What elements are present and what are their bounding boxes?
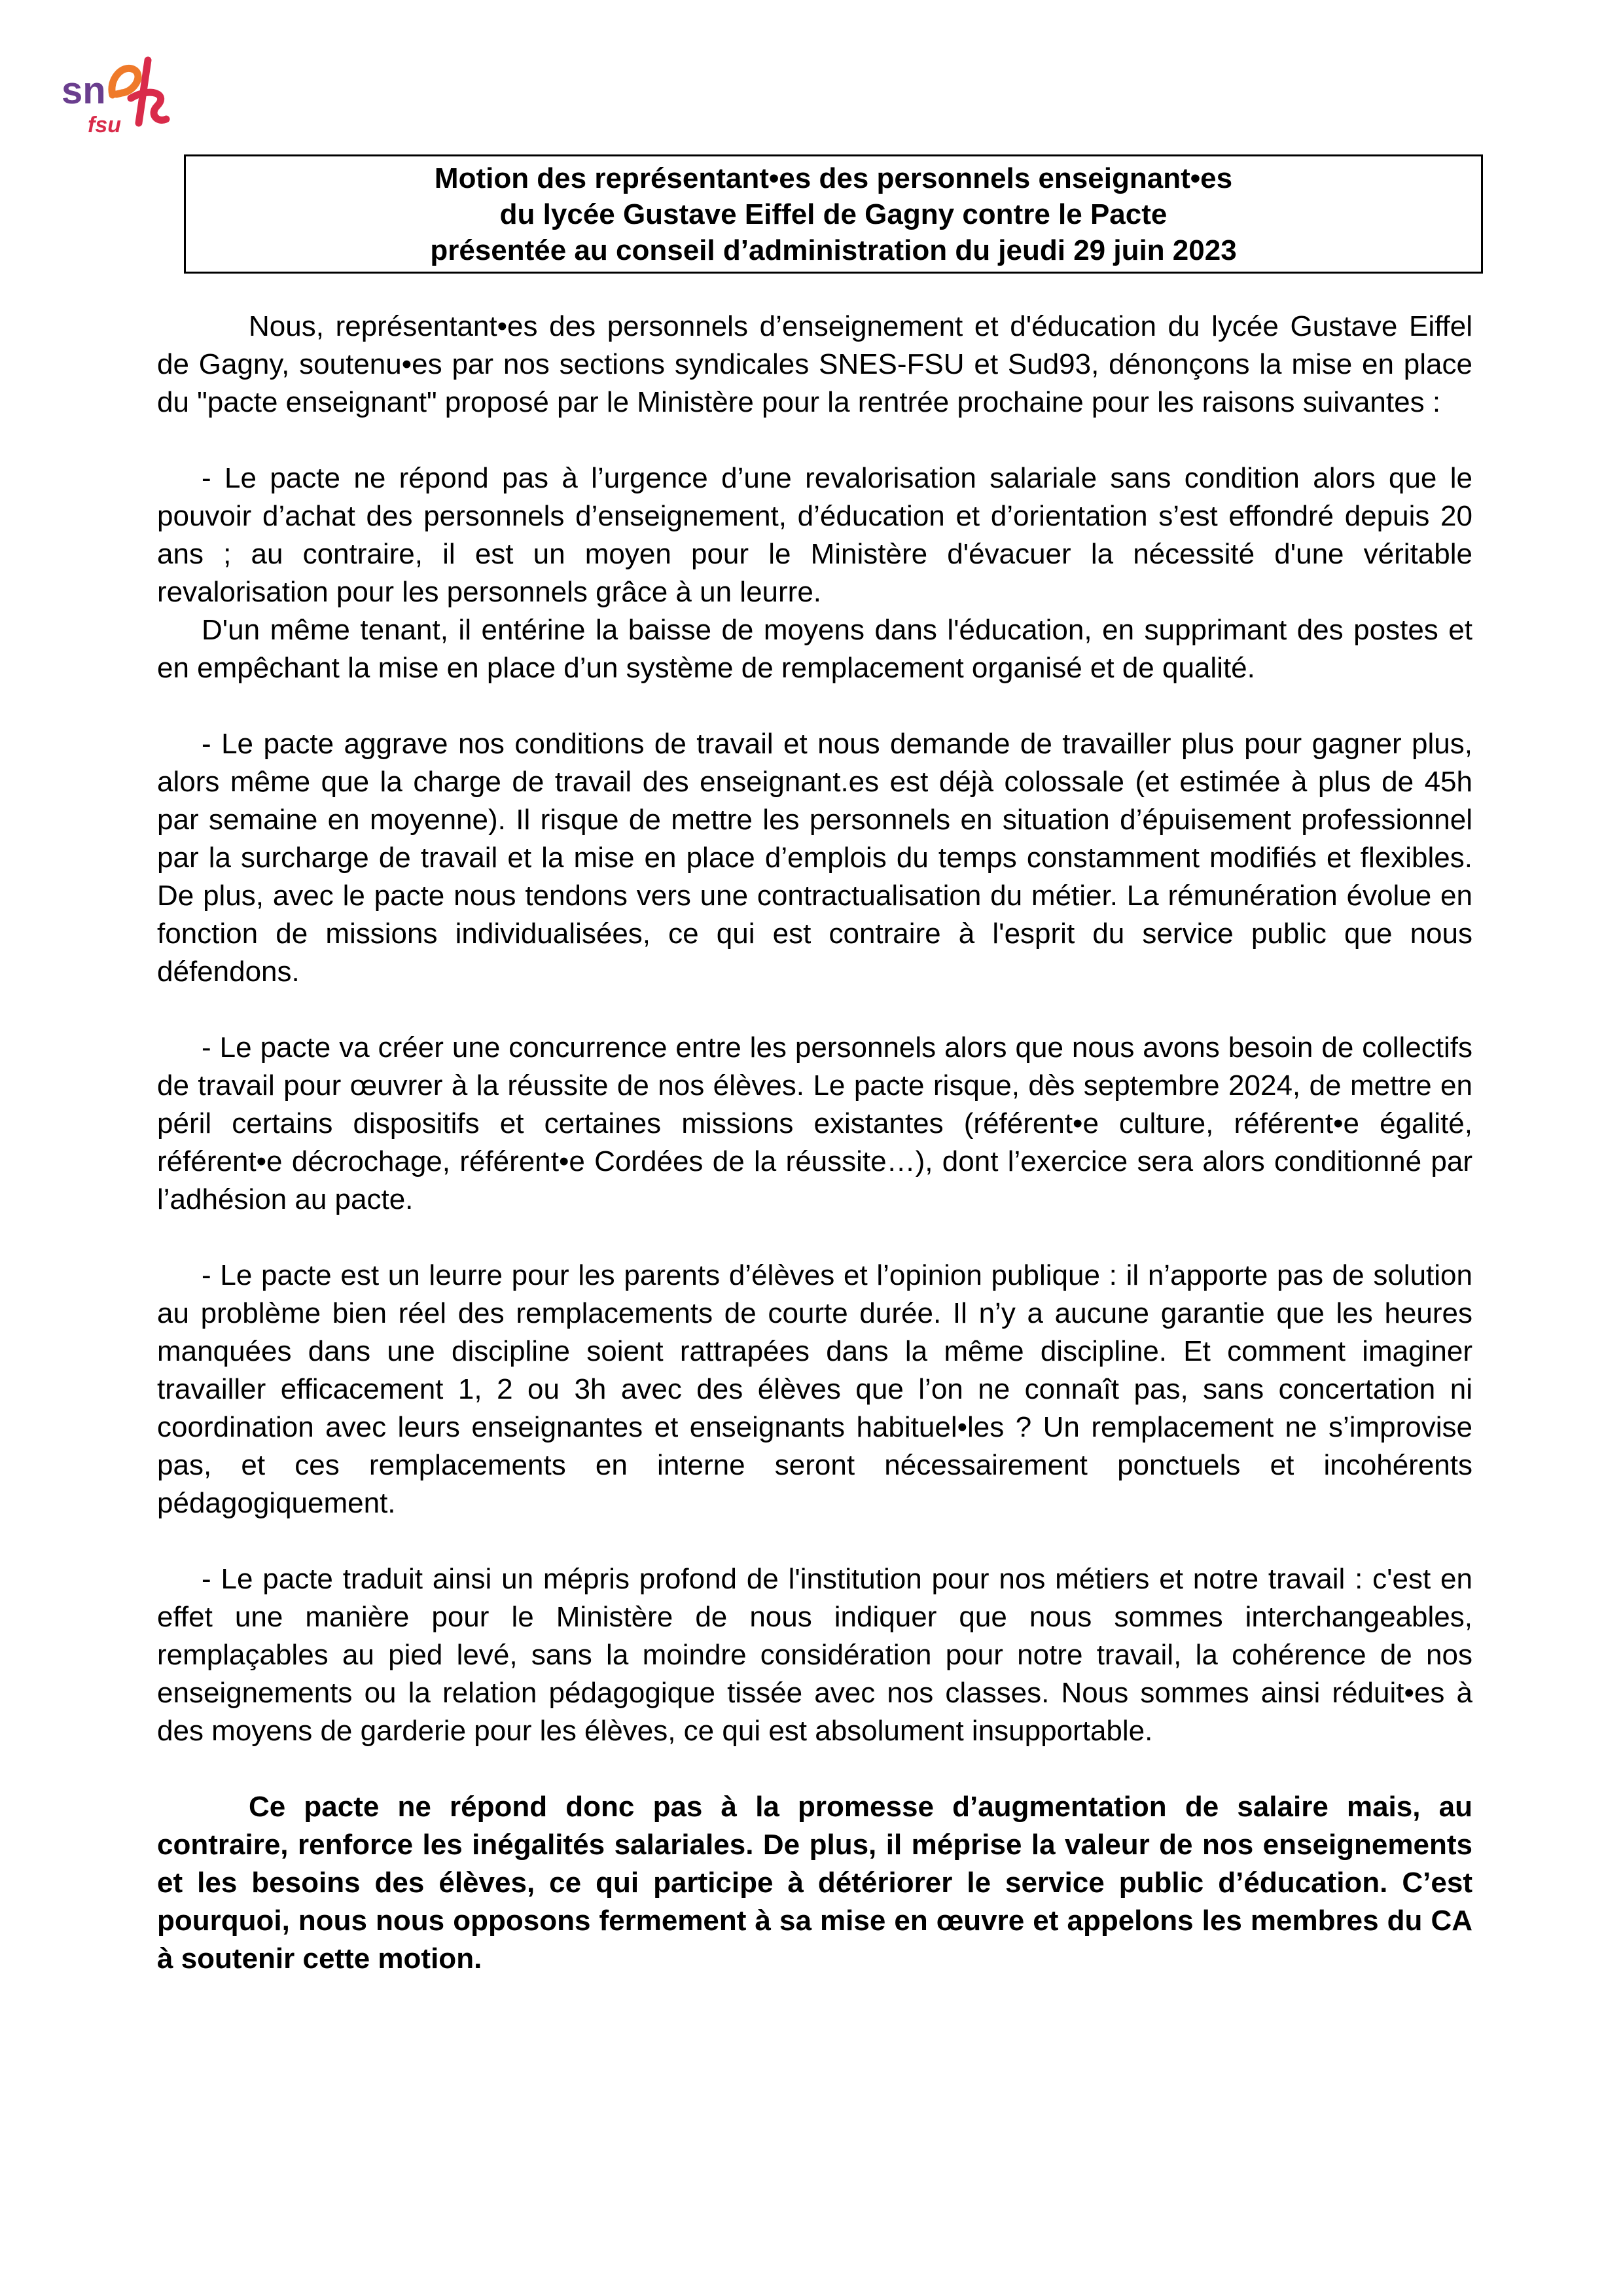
title-line-1: Motion des représentant•es des personnels enseignant•es: [434, 162, 1233, 194]
point-5-paragraph: - Le pacte traduit ainsi un mépris profond de l'institution pour nos métiers et notre travail : c'est en effet une manière pour le Ministère de nous indiquer que nous sommes interchangeables, remplaçables au pied levé, sans la moindre considération pour notre travail, la cohérence de nos enseignements ou la relation pédagogique tissée avec nos classes. Nous sommes ainsi réduit•es à des moyens de garderie pour les élèves, ce qui est absolument insupportable.: [157, 1563, 1472, 1747]
conclusion-paragraph: Ce pacte ne répond donc pas à la promesse d’augmentation de salaire mais, au contraire, renforce les inégalités salariales. De plus, il méprise la valeur de nos enseignements et les besoins des élèves, ce qui participe à détériorer le service public d’éducation. C’est pourquoi, nous nous opposons fermement à sa mise en œuvre et appelons les membres du CA à soutenir cette motion.: [157, 1791, 1472, 1975]
snes-fsu-logo: [59, 46, 173, 144]
logo-sn-text: sn: [62, 69, 106, 112]
logo-fsu-text: fsu: [88, 113, 121, 137]
logo-e-stroke: [112, 68, 138, 95]
point-1-continuation-paragraph: D'un même tenant, il entérine la baisse de moyens dans l'éducation, en supprimant des postes et en empêchant la mise en place d’un système de remplacement organisé et de qualité.: [157, 614, 1472, 684]
point-4-paragraph: - Le pacte est un leurre pour les parents d’élèves et l’opinion publique : il n’apporte pas de solution au problème bien réel des remplacements de courte durée. Il n’y a aucune garantie que les heures manquées dans une discipline soient rattrapées dans la même discipline. Et comment imaginer travailler efficacement 1, 2 ou 3h avec des élèves que l’on ne connaît pas, sans concertation ni coordination avec leurs enseignantes et enseignants habituel•les ? Un remplacement ne s’improvise pas, et ces remplacements en interne seront nécessairement ponctuels et incohérents pédagogiquement.: [157, 1259, 1472, 1519]
point-1-paragraph: - Le pacte ne répond pas à l’urgence d’une revalorisation salariale sans condition alors que le pouvoir d’achat des personnels d’enseignement, d’éducation et d’orientation s’est effondré depuis 20 ans ; au contraire, il est un moyen pour le Ministère d'évacuer la nécessité d'une véritable revalorisation pour les personnels grâce à un leurre.: [157, 462, 1472, 608]
title-box: [184, 154, 1483, 274]
intro-paragraph: Nous, représentant•es des personnels d’enseignement et d'éducation du lycée Gustave Eiffel de Gagny, soutenu•es par nos sections syndicales SNES-FSU et Sud93, dénonçons la mise en place du "pacte enseignant" proposé par le Ministère pour la rentrée prochaine pour les raisons suivantes :: [157, 310, 1472, 418]
motion-body: [157, 308, 1472, 1978]
point-2-paragraph: - Le pacte aggrave nos conditions de travail et nous demande de travailler plus pour gagner plus, alors même que la charge de travail des enseignant.es est déjà colossale (et estimée à plus de 45h par semaine en moyenne). Il risque de mettre les personnels en situation d’épuisement professionnel par la surcharge de travail et la mise en place d’emplois du temps constamment modifiés et flexibles. De plus, avec le pacte nous tendons vers une contractualisation du métier. La rémunération évolue en fonction de missions individualisées, ce qui est contraire à l'esprit du service public que nous défendons.: [157, 728, 1472, 988]
point-3-paragraph: - Le pacte va créer une concurrence entre les personnels alors que nous avons besoin de collectifs de travail pour œuvrer à la réussite de nos élèves. Le pacte risque, dès septembre 2024, de mettre en péril certains dispositifs et certaines missions existantes (référent•e culture, référent•e égalité, référent•e décrochage, référent•e Cordées de la réussite…), dont l’exercice sera alors conditionné par l’adhésion au pacte.: [157, 1031, 1472, 1215]
title-line-3: présentée au conseil d’administration du jeudi 29 juin 2023: [430, 234, 1237, 266]
title-line-2: du lycée Gustave Eiffel de Gagny contre le Pacte: [499, 198, 1168, 230]
